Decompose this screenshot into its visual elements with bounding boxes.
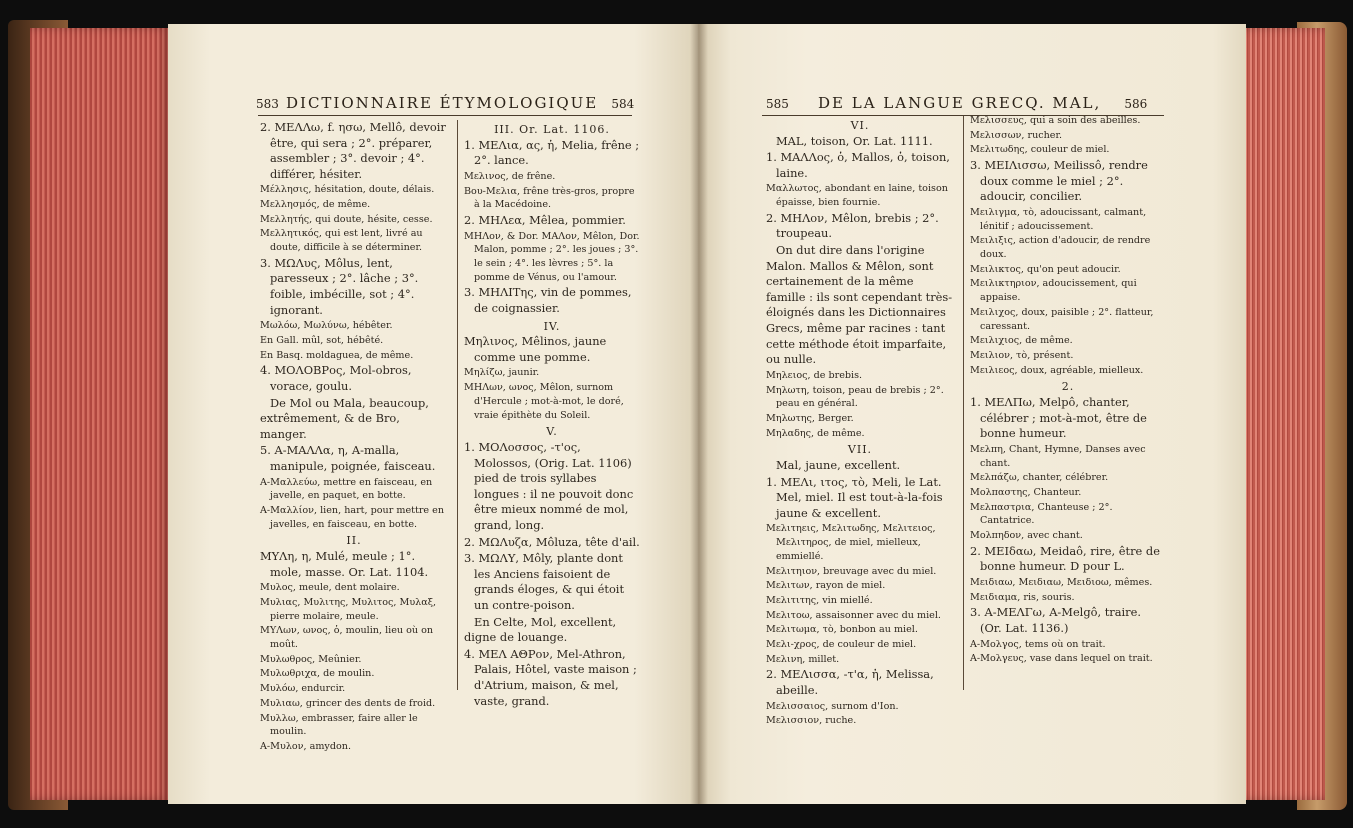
- dictionary-entry: 2. ΜΩΛυζα, Môluza, tête d'ail.: [464, 534, 640, 549]
- dictionary-entry: Μειλιον, τὸ, présent.: [970, 349, 1074, 361]
- dictionary-entry: Μειλιξις, action d'adoucir, de rendre doux.: [970, 235, 1151, 260]
- paragraph: MAL, toison, Or. Lat. 1111.: [776, 133, 933, 148]
- page-number: 583: [256, 97, 279, 111]
- dictionary-entry: Μελισσων, rucher.: [970, 129, 1063, 141]
- section-heading: VI.: [850, 119, 870, 132]
- dictionary-entry: En Gall. mûl, sot, hébêté.: [260, 334, 384, 346]
- dictionary-entry: ΜΗΛον, & Dor. ΜΑΛον, Mêlon, Dor. Malon, pomme ; 2°. les joues ; 3°. le sein ; 4°. les lèvres ; 5°. la pomme de Vénus, ou l'amour.: [464, 230, 640, 283]
- left-page-header: [256, 94, 635, 112]
- dictionary-entry: 3. ΜΗΛΙΤης, vin de pommes, de coignassier.: [464, 285, 632, 315]
- dictionary-entry: Μειλικτηριον, adoucissement, qui appaise.: [970, 278, 1137, 304]
- dictionary-entry: Α-Μυλον, amydon.: [260, 740, 351, 752]
- left-page-column-1: [260, 120, 448, 755]
- dictionary-entry: 1. ΜΕΛΠω, Melpô, chanter, célébrer ; mot-à-mot, être de bonne humeur.: [970, 395, 1147, 441]
- column-rule: [963, 116, 964, 690]
- column-rule: [457, 120, 458, 690]
- dictionary-entry: Μέλλησις, hésitation, doute, délais.: [260, 184, 435, 196]
- dictionary-entry: Μειδιαμα, ris, souris.: [970, 591, 1075, 603]
- dictionary-entry: Μελινος, de frêne.: [464, 170, 556, 182]
- dictionary-entry: Μελισσευς, qui a soin des abeilles.: [970, 115, 1141, 126]
- dictionary-entry: Μηλειος, de brebis.: [766, 369, 863, 381]
- dictionary-entry: 4. ΜΕΛ ΑΘΡον, Mel-Athron, Palais, Hôtel, vaste maison ; d'Atrium, maison, & mel, vaste, grand.: [464, 646, 637, 708]
- section-heading: III. Or. Lat. 1106.: [494, 123, 610, 136]
- dictionary-entry: Μυλωθριχα, de moulin.: [260, 668, 375, 680]
- dictionary-entry: Μηλίζω, jaunir.: [464, 367, 540, 379]
- dictionary-entry: Α-Μαλλίον, lien, hart, pour mettre en javelles, en faisceau, en botte.: [260, 504, 445, 530]
- right-page-header: [766, 94, 1148, 112]
- dictionary-entry: 2. ΜΕΛΛω, f. ησω, Mellô, devoir être, qui sera ; 2°. préparer, assembler ; 3°. devoir ; 4°. différer, hésiter.: [260, 120, 446, 181]
- paragraph: De Mol ou Mala, beaucoup, extrêmement, & de Bro, manger.: [260, 395, 429, 441]
- dictionary-entry: Μειλικτος, qu'on peut adoucir.: [970, 263, 1121, 275]
- dictionary-entry: 3. ΜΩΛΥ, Môly, plante dont les Anciens faisoient de grands éloges, & qui étoit un contre-poison.: [464, 551, 625, 612]
- dictionary-entry: Μυλιαω, grincer des dents de froid.: [260, 697, 436, 709]
- dictionary-entry: Μελι-χρος, de couleur de miel.: [766, 639, 917, 651]
- dictionary-entry: En Basq. moldaguea, de même.: [260, 349, 414, 361]
- dictionary-entry: Μελπη, Chant, Hymne, Danses avec chant.: [970, 443, 1146, 469]
- dictionary-entry: Μυλόω, endurcir.: [260, 683, 346, 695]
- left-page: [168, 24, 698, 804]
- dictionary-entry: 2. ΜΗΛεα, Mêlea, pommier.: [464, 213, 626, 227]
- header-rule: [258, 115, 632, 116]
- dictionary-entry: Μελιτοω, assaisonner avec du miel.: [766, 609, 941, 621]
- dictionary-entry: Μελλητικός, qui est lent, livré au doute, difficile à se déterminer.: [260, 228, 423, 254]
- page-number: 585: [766, 97, 789, 111]
- paragraph: En Celte, Mol, excellent, digne de louange.: [464, 614, 617, 645]
- dictionary-entry: 2. ΜΕΙδαω, Meidaô, rire, être de bonne humeur. D pour L.: [970, 543, 1160, 574]
- paragraph: Mal, jaune, excellent.: [776, 458, 901, 473]
- dictionary-entry: Μυλωθρος, Meûnier.: [260, 653, 362, 665]
- dictionary-entry: Μολπαστης, Chanteur.: [970, 486, 1082, 498]
- dictionary-entry: 2. ΜΗΛον, Mêlon, brebis ; 2°. troupeau.: [766, 210, 939, 241]
- dictionary-entry: Μυλιας, Μυλιτης, Μυλιτος, Μυλαξ, pierre molaire, meule.: [260, 596, 437, 622]
- page-edges-left: [30, 28, 170, 800]
- dictionary-entry: Μελιτων, rayon de miel.: [766, 580, 886, 592]
- dictionary-entry: 4. ΜΟΛΟΒΡος, Mol-obros, vorace, goulu.: [260, 363, 412, 393]
- book-gutter: [690, 24, 708, 804]
- right-page-column-2: [970, 114, 1166, 667]
- dictionary-entry: Μωλόω, Μωλύνω, hébêter.: [260, 320, 393, 332]
- dictionary-entry: Μελινη, millet.: [766, 653, 840, 665]
- dictionary-entry: Μυλος, meule, dent molaire.: [260, 582, 400, 594]
- dictionary-entry: Μελπαστρια, Chanteuse ; 2°. Cantatrice.: [970, 501, 1113, 527]
- dictionary-entry: 2. ΜΕΛισσα, -τ'α, ἡ, Melissa, abeille.: [766, 667, 934, 698]
- dictionary-entry: 3. Α-ΜΕΛΓω, A-Melgô, traire. (Or. Lat. 1136.): [970, 605, 1141, 635]
- dictionary-entry: 5. Α-ΜΑΛΛα, η, A-malla, manipule, poignée, faisceau.: [260, 443, 436, 473]
- page-number: 586: [1124, 97, 1148, 111]
- section-heading: 2.: [1061, 380, 1075, 394]
- dictionary-entry: Μηλωτης, Berger.: [766, 412, 854, 424]
- section-heading: V.: [546, 425, 558, 439]
- right-page-column-1: [766, 116, 954, 729]
- paragraph: On dut dire dans l'origine Malon. Mallos & Mêlon, sont certainement de la même famille : ils sont cependant très-éloignés dans les Dictionnaires Grecs, même par racines : tant cette méthode étoit imparfaite, ou nulle.: [766, 243, 953, 367]
- dictionary-entry: Α-Μαλλεύω, mettre en faisceau, en javelle, en paquet, en botte.: [260, 476, 433, 502]
- dictionary-entry: 1. ΜΑΛΛος, ὁ, Mallos, ὁ, toison, laine.: [766, 150, 950, 180]
- dictionary-entry: Μελιτωδης, couleur de miel.: [970, 144, 1110, 156]
- running-title: DICTIONNAIRE ÉTYMOLOGIQUE: [286, 94, 599, 112]
- dictionary-entry: Μολπηδον, avec chant.: [970, 530, 1083, 542]
- dictionary-entry: Μηλινος, Mêlinos, jaune comme une pomme.: [464, 334, 607, 364]
- dictionary-entry: ΜΗΛων, ωνος, Mêlon, surnom d'Hercule ; mot-à-mot, le doré, vraie épithète du Soleil.: [464, 382, 624, 421]
- dictionary-entry: Μελισσαιος, surnom d'Ion.: [766, 700, 899, 712]
- section-heading: II.: [346, 534, 362, 548]
- section-heading: VII.: [847, 443, 873, 457]
- dictionary-entry: 3. ΜΩΛυς, Môlus, lent, paresseux ; 2°. lâche ; 3°. foible, imbécille, sot ; 4°. ignorant.: [260, 255, 419, 317]
- dictionary-entry: Μηλαδης, de même.: [766, 427, 865, 439]
- dictionary-entry: Μειλιεος, doux, agréable, mielleux.: [970, 364, 1144, 376]
- dictionary-entry: Μελιτιτης, vin miellé.: [766, 594, 873, 606]
- dictionary-entry: Μελλησμός, de même.: [260, 199, 371, 211]
- right-page: [698, 24, 1246, 804]
- section-heading: IV.: [543, 319, 561, 333]
- dictionary-entry: Βου-Μελια, frêne très-gros, propre à la Macédoine.: [464, 185, 635, 211]
- dictionary-entry: Μελπάζω, chanter, célébrer.: [970, 472, 1109, 484]
- dictionary-entry: Α-Μολγευς, vase dans lequel on trait.: [970, 653, 1153, 665]
- dictionary-entry: Μελισσιον, ruche.: [766, 715, 857, 727]
- left-page-column-2: [464, 120, 640, 710]
- dictionary-entry: 3. ΜΕΙΛισσω, Meilissô, rendre doux comme le miel ; 2°. adoucir, concilier.: [970, 158, 1148, 204]
- dictionary-entry: Μειλιχιος, de même.: [970, 335, 1073, 347]
- dictionary-entry: 1. ΜΕΛι, ιτος, τὸ, Meli, le Lat. Mel, miel. Il est tout-à-la-fois jaune & excellent.: [766, 474, 943, 520]
- dictionary-entry: Μηλωτη, toison, peau de brebis ; 2°. peau en général.: [766, 384, 944, 410]
- dictionary-entry: 1. ΜΟΛοσσος, -τ'ος, Molossos, (Orig. Lat. 1106) pied de trois syllabes longues : il ne pouvoit donc être mieux nommé de mol, grand, long.: [464, 440, 634, 532]
- dictionary-entry: Μυλλω, embrasser, faire aller le moulin.: [260, 712, 418, 738]
- dictionary-entry: ΜΥΛων, ωνος, ὁ, moulin, lieu où on moût.: [260, 625, 434, 651]
- dictionary-entry: Α-Μολγος, tems où on trait.: [970, 638, 1106, 650]
- dictionary-entry: Μελιτηεις, Μελιτωδης, Μελιτειος, Μελιτηρος, de miel, mielleux, emmiellé.: [766, 523, 936, 562]
- dictionary-entry: 1. ΜΕΛια, ας, ἡ, Melia, frêne ; 2°. lance.: [464, 137, 640, 168]
- dictionary-entry: Μαλλωτος, abondant en laine, toison épaisse, bien fournie.: [766, 183, 948, 209]
- dictionary-entry: Μειλιχος, doux, paisible ; 2°. flatteur, caressant.: [970, 306, 1154, 332]
- dictionary-entry: ΜΥΛη, η, Mulé, meule ; 1°. mole, masse. Or. Lat. 1104.: [260, 549, 429, 579]
- dictionary-entry: Μελιτηιον, breuvage avec du miel.: [766, 565, 937, 577]
- running-title: DE LA LANGUE GRECQ. MAL,: [818, 94, 1102, 112]
- dictionary-entry: Μειδιαω, Μειδιαω, Μειδιοω, mêmes.: [970, 576, 1153, 588]
- dictionary-entry: Μελιτωμα, τὸ, bonbon au miel.: [766, 624, 918, 636]
- dictionary-entry: Μειλιγμα, τὸ, adoucissant, calmant, lénitif ; adoucissement.: [970, 206, 1147, 232]
- page-number: 584: [611, 97, 635, 111]
- dictionary-entry: Μελλητής, qui doute, hésite, cesse.: [260, 213, 433, 225]
